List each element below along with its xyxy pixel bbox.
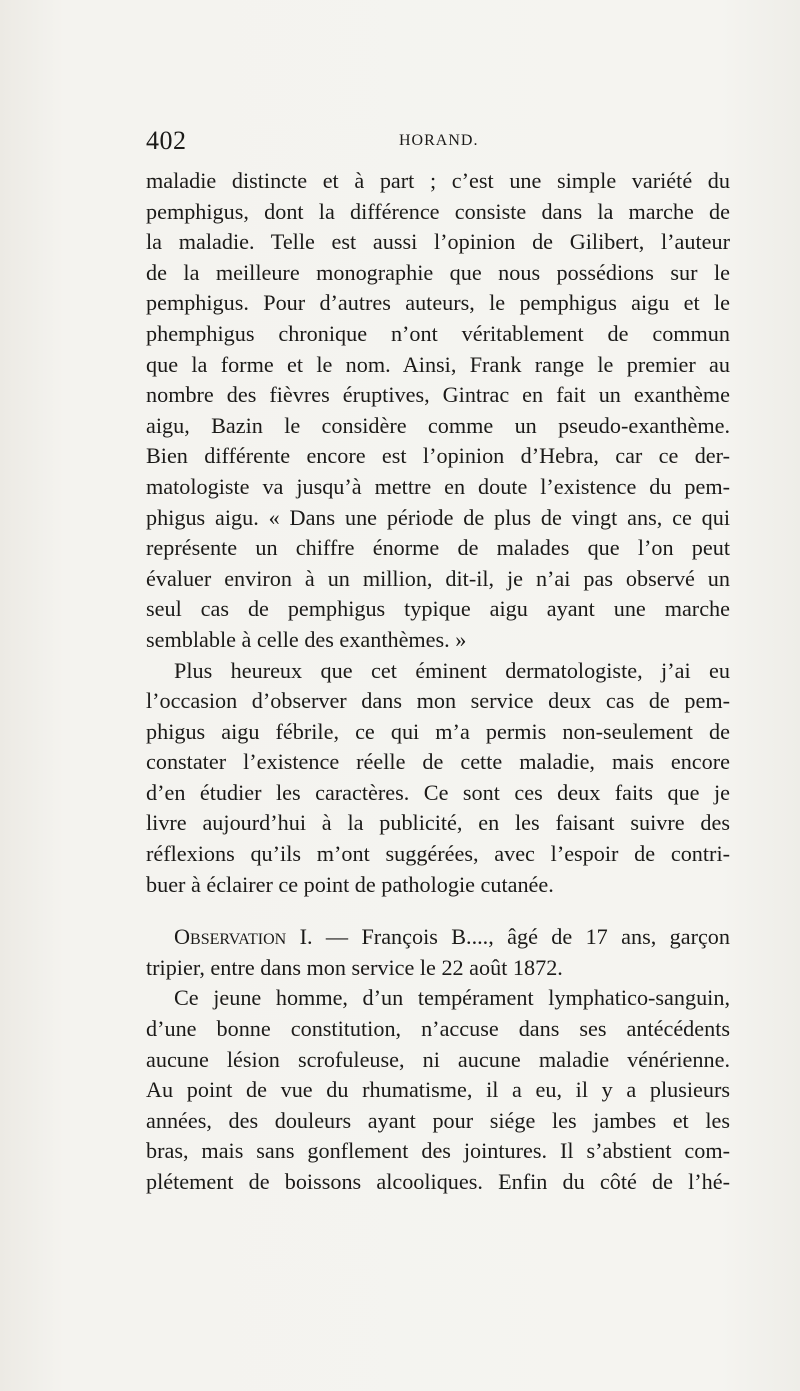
text-line: buer à éclairer ce point de pathologie cutanée. [146, 871, 554, 897]
text-line: représente un chiffre énorme de malades que l’on peut [146, 535, 730, 561]
text-line: la maladie. Telle est aussi l’opinion de Gilibert, l’auteur [146, 229, 730, 255]
text-line: aigu, Bazin le considère comme un pseudo-exanthème. [146, 412, 730, 438]
text-line: bras, mais sans gonflement des jointures. Il s’abstient com- [146, 1138, 730, 1164]
observation-rest: — François B...., âgé de 17 ans, garçon [312, 924, 730, 950]
text-line: évaluer environ à un million, dit-il, je n’ai pas observé un [146, 565, 730, 591]
running-head: HORAND. [399, 132, 479, 149]
text-line: Plus heureux que cet éminent dermatologiste, j’ai eu [174, 657, 730, 683]
text-line: d’une bonne constitution, n’accuse dans ses antécédents [146, 1016, 730, 1042]
text-line: tripier, entre dans mon service le 22 août 1872. [146, 954, 563, 980]
text-line: phigus aigu fébrile, ce qui m’a permis non-seulement de [146, 718, 730, 744]
text-line: plétement de boissons alcooliques. Enfin du côté de l’hé- [146, 1169, 730, 1194]
text-line: livre aujourd’hui à la publicité, en les faisant suivre des [146, 810, 730, 836]
text-line: aucune lésion scrofuleuse, ni aucune maladie vénérienne. [146, 1046, 730, 1072]
page-header [146, 126, 730, 160]
text-line: constater l’existence réelle de cette maladie, mais encore [146, 749, 730, 775]
page-number: 402 [146, 126, 187, 155]
text-line: d’en étudier les caractères. Ce sont ces deux faits que je [146, 779, 730, 805]
text-line: pemphigus, dont la différence consiste dans la marche de [146, 198, 730, 224]
text-line: phigus aigu. « Dans une période de plus de vingt ans, ce qui [146, 504, 730, 530]
observation-label: Observation I. [174, 924, 313, 950]
section-gap [146, 900, 730, 922]
text-line: Bien différente encore est l’opinion d’Hebra, car ce der- [146, 443, 730, 469]
text-line: Ce jeune homme, d’un tempérament lymphatico-sanguin, [174, 985, 730, 1011]
text-line: de la meilleure monographie que nous possédions sur le [146, 259, 730, 285]
text-line: que la forme et le nom. Ainsi, Frank range le premier au [146, 351, 730, 377]
text-line: nombre des fièvres éruptives, Gintrac en fait un exanthème [146, 382, 730, 408]
observation-heading-line [146, 922, 730, 953]
body-text [146, 166, 730, 1198]
text-line: Au point de vue du rhumatisme, il a eu, il y a plusieurs [146, 1077, 730, 1103]
text-line: phemphigus chronique n’ont véritablement de commun [146, 320, 730, 346]
text-line: pemphigus. Pour d’autres auteurs, le pemphigus aigu et le [146, 290, 730, 316]
text-line: seul cas de pemphigus typique aigu ayant une marche [146, 596, 730, 622]
text-line: maladie distincte et à part ; c’est une simple variété du [146, 168, 730, 193]
text-line: années, des douleurs ayant pour siége les jambes et les [146, 1107, 730, 1133]
text-line: semblable à celle des exanthèmes. » [146, 626, 467, 652]
text-line: matologiste va jusqu’à mettre en doute l’existence du pem- [146, 473, 730, 499]
text-line: réflexions qu’ils m’ont suggérées, avec l’espoir de contri- [146, 841, 730, 867]
text-line: l’occasion d’observer dans mon service deux cas de pem- [146, 688, 730, 714]
